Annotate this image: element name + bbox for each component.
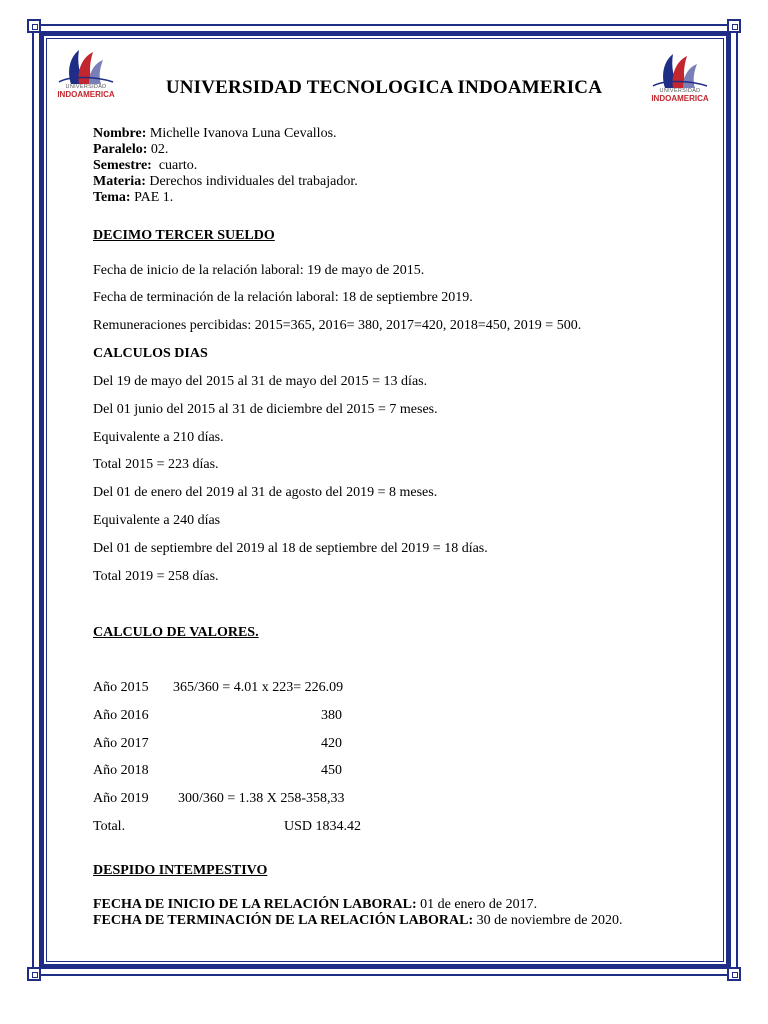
valores-heading: CALCULO DE VALORES. — [93, 625, 259, 640]
paralelo-label: Paralelo: — [93, 142, 148, 157]
valores-year: Año 2019 — [93, 791, 149, 806]
calculo-line: Del 01 de septiembre del 2019 al 18 de septiembre del 2019 = 18 días. — [93, 541, 488, 556]
page-title: UNIVERSIDAD TECNOLOGICA INDOAMERICA — [165, 77, 603, 98]
logo-brand-text: INDOAMERICA — [651, 94, 709, 103]
tema-value: PAE 1. — [130, 190, 174, 205]
semestre-row — [93, 158, 693, 174]
paralelo-value: 02. — [147, 142, 169, 157]
border-corner-ornament — [727, 19, 741, 33]
calculo-line: Del 01 de enero del 2019 al 31 de agosto del 2019 = 8 meses. — [93, 485, 438, 500]
valores-total-label: Total. — [93, 819, 126, 834]
materia-row — [93, 174, 693, 190]
despido-inicio-value: 01 de enero de 2017. — [416, 897, 538, 912]
valores-amount: 380 — [321, 708, 342, 723]
calculo-line: Equivalente a 210 días. — [93, 430, 224, 445]
border-corner-ornament — [727, 967, 741, 981]
despido-heading: DESPIDO INTEMPESTIVO — [93, 863, 268, 878]
fecha-inicio: Fecha de inicio de la relación laboral: 19 de mayo de 2015. — [93, 263, 425, 278]
calculo-line: Equivalente a 240 días — [93, 513, 221, 528]
valores-amount: 450 — [321, 763, 342, 778]
despido-inicio-label: FECHA DE INICIO DE LA RELACIÓN LABORAL: — [93, 897, 417, 912]
calculo-line: Total 2019 = 258 días. — [93, 569, 219, 584]
valores-year: Año 2017 — [93, 736, 149, 751]
calculo-line: Del 01 junio del 2015 al 31 de diciembre del 2015 = 7 meses. — [93, 402, 438, 417]
valores-amount: 365/360 = 4.01 x 223= 226.09 — [173, 680, 344, 695]
nombre-label: Nombre: — [93, 126, 147, 141]
nombre-value: Michelle Ivanova Luna Cevallos. — [146, 126, 337, 141]
border-corner-ornament — [27, 19, 41, 33]
semestre-label: Semestre: — [93, 158, 152, 173]
valores-amount: 420 — [321, 736, 342, 751]
logo-small-text: UNIVERSIDAD — [659, 88, 701, 94]
valores-year: Año 2015 — [93, 680, 149, 695]
despido-inicio — [93, 897, 537, 913]
remuneraciones: Remuneraciones percibidas: 2015=365, 2016= 380, 2017=420, 2018=450, 2019 = 500. — [93, 318, 582, 333]
despido-fin — [93, 913, 622, 929]
tema-label: Tema: — [93, 190, 131, 205]
semestre-value: cuarto. — [151, 158, 198, 173]
nombre-row — [93, 126, 693, 142]
decimo-heading: DECIMO TERCER SUELDO — [93, 228, 275, 243]
paralelo-row — [93, 142, 693, 158]
calculo-line: Total 2015 = 223 días. — [93, 457, 219, 472]
calculo-line: Del 19 de mayo del 2015 al 31 de mayo del 2015 = 13 días. — [93, 374, 428, 389]
valores-amount: 300/360 = 1.38 X 258-358,33 — [178, 791, 345, 806]
border-corner-ornament — [27, 967, 41, 981]
logo-brand-text: INDOAMERICA — [57, 90, 115, 99]
tema-row — [93, 190, 693, 206]
student-info — [93, 126, 693, 206]
materia-value: Derechos individuales del trabajador. — [145, 174, 358, 189]
valores-year: Año 2016 — [93, 708, 149, 723]
valores-total-value: USD 1834.42 — [284, 819, 362, 834]
despido-fin-label: FECHA DE TERMINACIÓN DE LA RELACIÓN LABORAL: — [93, 913, 474, 928]
despido-fin-value: 30 de noviembre de 2020. — [473, 913, 623, 928]
fecha-terminacion: Fecha de terminación de la relación laboral: 18 de septiembre 2019. — [93, 290, 473, 305]
materia-label: Materia: — [93, 174, 146, 189]
calculos-heading: CALCULOS DIAS — [93, 346, 208, 361]
valores-year: Año 2018 — [93, 763, 149, 778]
logo-small-text: UNIVERSIDAD — [65, 84, 107, 90]
